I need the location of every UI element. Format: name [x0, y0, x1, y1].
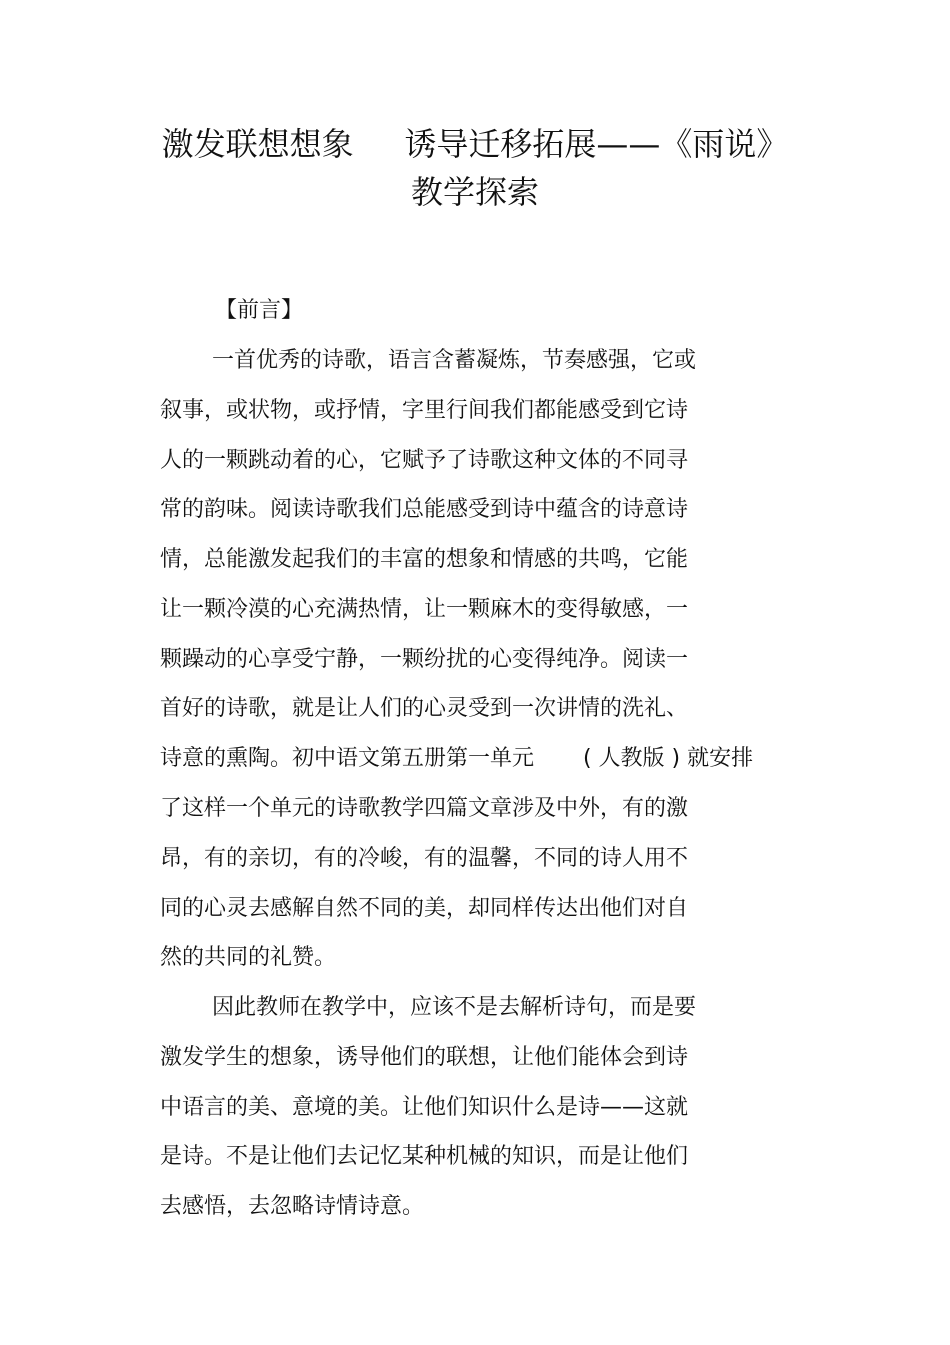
paragraph-1-line-6: 让一颗冷漠的心充满热情，让一颗麻木的变得敏感，一 — [160, 597, 689, 622]
document-title-line-2: 教学探索 — [410, 173, 539, 211]
paragraph-1-line-10: 了这样一个单元的诗歌教学四篇文章涉及中外，有的激 — [160, 796, 689, 821]
paragraph-1-line-2: 叙事，或状物，或抒情，字里行间我们都能感受到它诗 — [160, 398, 689, 423]
paragraph-1-line-1: 一首优秀的诗歌，语言含蓄凝炼，节奏感强，它或 — [212, 348, 697, 373]
paragraph-1-line-12: 同的心灵去感解自然不同的美，却同样传达出他们对自 — [160, 896, 689, 921]
paragraph-2-line-1: 因此教师在教学中，应该不是去解析诗句，而是要 — [212, 995, 697, 1020]
paragraph-1-line-4: 常的韵味。阅读诗歌我们总能感受到诗中蕴含的诗意诗 — [160, 497, 689, 522]
section-heading: 【前言】 — [215, 298, 304, 323]
paragraph-1-line-5: 情，总能激发起我们的丰富的想象和情感的共鸣，它能 — [160, 547, 689, 572]
paragraph-2-line-4: 是诗。不是让他们去记忆某种机械的知识，而是让他们 — [160, 1144, 689, 1169]
paragraph-1-line-11: 昂，有的亲切，有的冷峻，有的温馨，不同的诗人用不 — [160, 846, 689, 871]
paragraph-2-line-3: 中语言的美、意境的美。让他们知识什么是诗——这就 — [160, 1095, 689, 1120]
paragraph-1-line-8: 首好的诗歌，就是让人们的心灵受到一次讲情的洗礼、 — [160, 696, 689, 721]
paragraph-1-line-7: 颗躁动的心享受宁静，一颗纷扰的心变得纯净。阅读一 — [160, 647, 689, 672]
document-title-line-1: 激发联想想象 诱导迁移拓展——《雨说》 — [161, 125, 789, 163]
paragraph-1-line-3: 人的一颗跳动着的心，它赋予了诗歌这种文体的不同寻 — [160, 448, 689, 473]
paragraph-2-line-5: 去感悟，去忽略诗情诗意。 — [160, 1194, 425, 1219]
paragraph-2-line-2: 激发学生的想象，诱导他们的联想，让他们能体会到诗 — [160, 1045, 689, 1070]
paragraph-1-line-13: 然的共同的礼赞。 — [160, 945, 337, 970]
paragraph-1-line-9: 诗意的熏陶。初中语文第五册第一单元 ( 人教版 ) 就安排 — [160, 746, 754, 771]
